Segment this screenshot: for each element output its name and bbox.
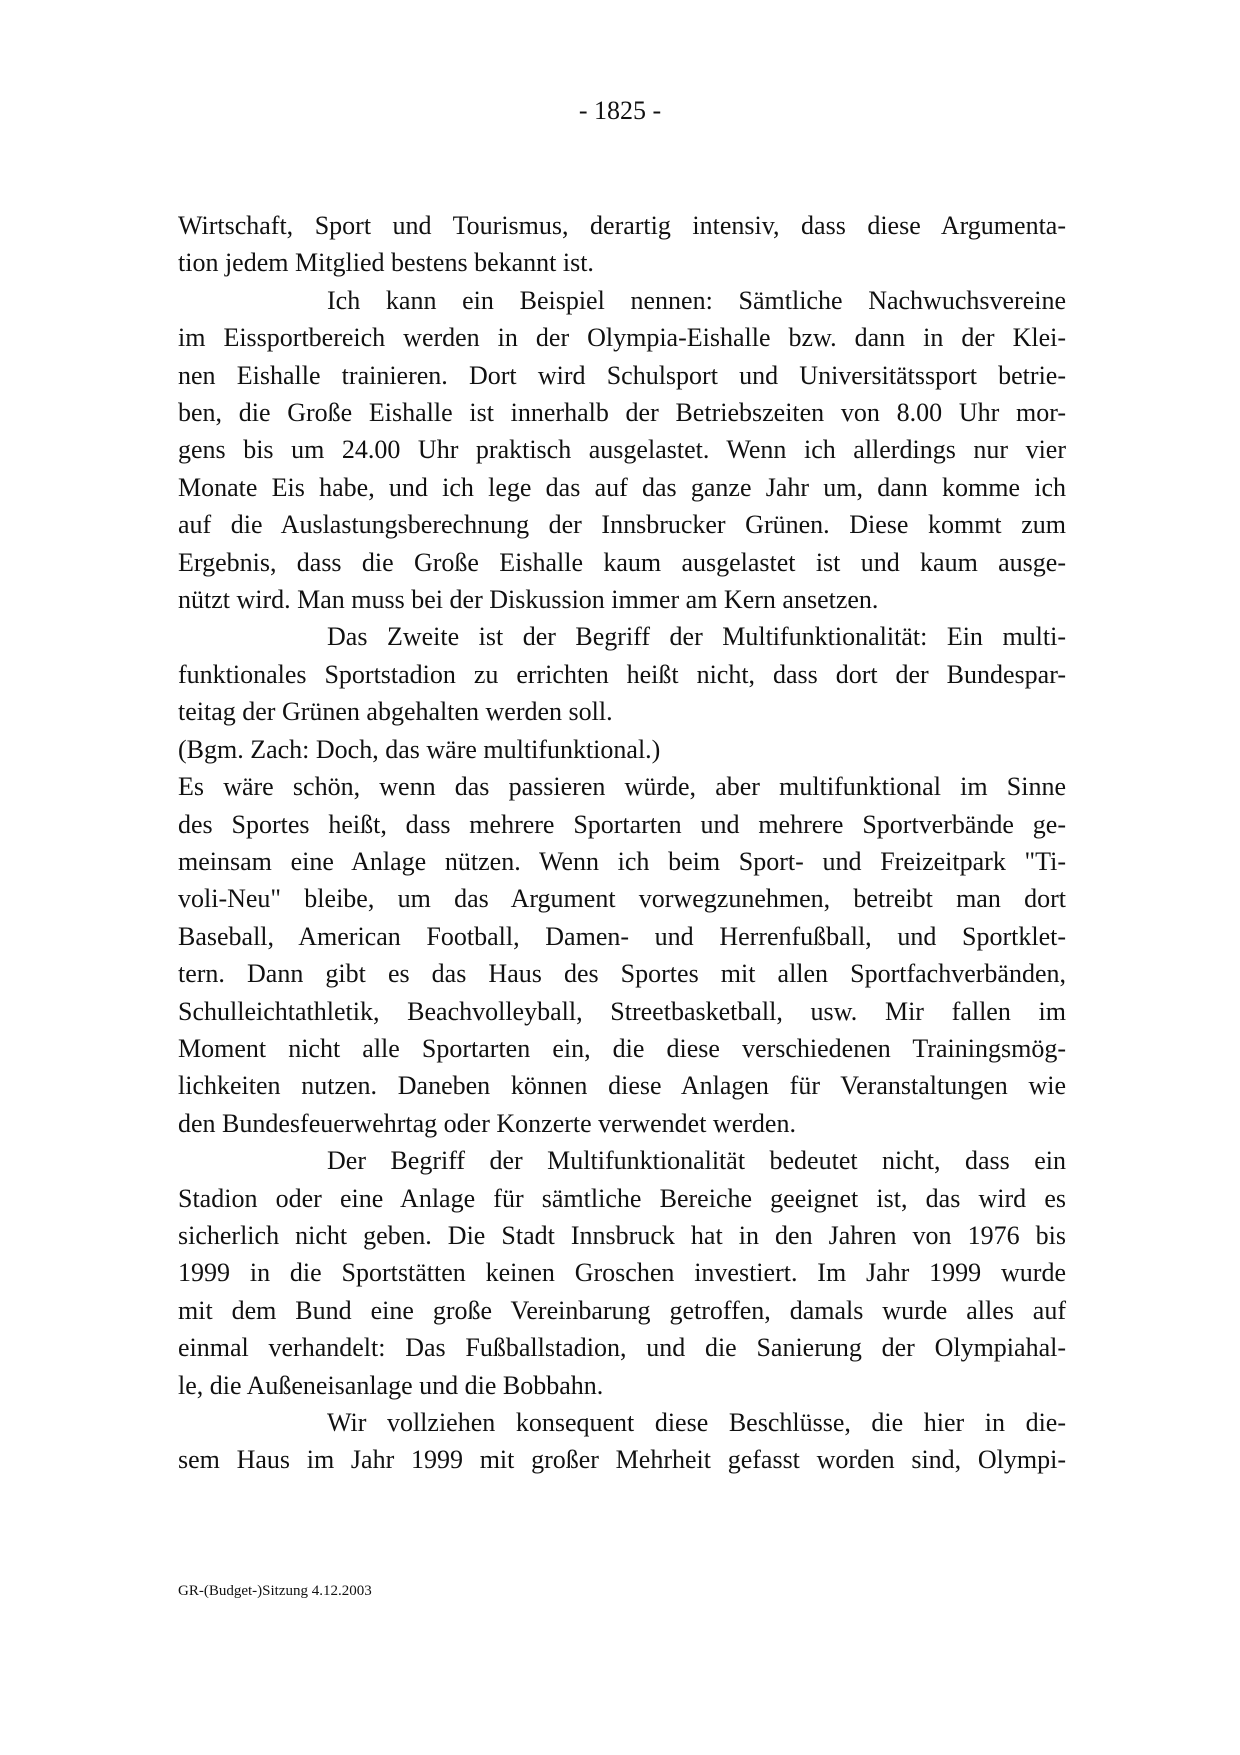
footer-session-label: GR-(Budget-)Sitzung 4.12.2003 [178,1583,372,1599]
interjection-line: (Bgm. Zach: Doch, das wäre multifunktional.) [178,734,661,764]
text-line: Wir vollziehen konsequent diese Beschlüsse, die hier in die- [327,1408,1066,1437]
text-line: im Eissportbereich werden in der Olympia-Eishalle bzw. dann in der Klei- [178,323,1066,353]
page-number: - 1825 - [578,96,662,125]
text-line: Stadion oder eine Anlage für sämtliche Bereiche geeignet ist, das wird es [178,1183,1066,1213]
text-line: Baseball, American Football, Damen- und Herrenfußball, und Sportklet- [178,921,1066,951]
text-line: voli-Neu" bleibe, um das Argument vorwegzunehmen, betreibt man dort [178,884,1066,914]
text-line: Schulleichtathletik, Beachvolleyball, Streetbasketball, usw. Mir fallen im [178,996,1066,1026]
text-line: 1999 in die Sportstätten keinen Groschen investiert. Im Jahr 1999 wurde [178,1258,1066,1288]
text-line: Ergebnis, dass die Große Eishalle kaum ausgelastet ist und kaum ausge- [178,547,1066,577]
text-line: ben, die Große Eishalle ist innerhalb der Betriebszeiten von 8.00 Uhr mor- [178,398,1066,428]
text-line: sicherlich nicht geben. Die Stadt Innsbruck hat in den Jahren von 1976 bis [178,1220,1066,1250]
text-line: Wirtschaft, Sport und Tourismus, derartig intensiv, dass diese Argumenta- [178,211,1066,240]
text-line: nen Eishalle trainieren. Dort wird Schulsport und Universitätssport betrie- [178,360,1066,390]
text-line: Monate Eis habe, und ich lege das auf das ganze Jahr um, dann komme ich [178,472,1066,502]
body-text [178,207,1066,1479]
text-line: funktionales Sportstadion zu errichten heißt nicht, dass dort der Bundespar- [178,659,1066,689]
text-line: Der Begriff der Multifunktionalität bedeutet nicht, dass ein [327,1146,1066,1176]
text-line: Es wäre schön, wenn das passieren würde, aber multifunktional im Sinne [178,772,1066,802]
text-line: meinsam eine Anlage nützen. Wenn ich beim Sport- und Freizeitpark "Ti- [178,846,1066,876]
text-line: Das Zweite ist der Begriff der Multifunktionalität: Ein multi- [327,622,1066,652]
text-line: des Sportes heißt, dass mehrere Sportarten und mehrere Sportverbände ge- [178,809,1066,839]
text-line: tion jedem Mitglied bestens bekannt ist. [178,248,594,278]
text-line: lichkeiten nutzen. Daneben können diese Anlagen für Veranstaltungen wie [178,1071,1066,1101]
text-line: gens bis um 24.00 Uhr praktisch ausgelastet. Wenn ich allerdings nur vier [178,435,1066,465]
text-line: teitag der Grünen abgehalten werden soll. [178,697,613,727]
text-line: nützt wird. Man muss bei der Diskussion immer am Kern ansetzen. [178,585,879,615]
text-line: den Bundesfeuerwehrtag oder Konzerte verwendet werden. [178,1108,796,1138]
text-line: sem Haus im Jahr 1999 mit großer Mehrheit gefasst worden sind, Olympi- [178,1445,1066,1475]
text-line: tern. Dann gibt es das Haus des Sportes mit allen Sportfachverbänden, [178,959,1066,989]
text-line: einmal verhandelt: Das Fußballstadion, und die Sanierung der Olympiahal- [178,1333,1066,1363]
text-line: mit dem Bund eine große Vereinbarung getroffen, damals wurde alles auf [178,1295,1066,1325]
text-line: Ich kann ein Beispiel nennen: Sämtliche Nachwuchsvereine [327,285,1066,315]
text-line: Moment nicht alle Sportarten ein, die diese verschiedenen Trainingsmög- [178,1033,1066,1063]
text-line: le, die Außeneisanlage und die Bobbahn. [178,1370,604,1400]
text-line: auf die Auslastungsberechnung der Innsbrucker Grünen. Diese kommt zum [178,510,1066,540]
